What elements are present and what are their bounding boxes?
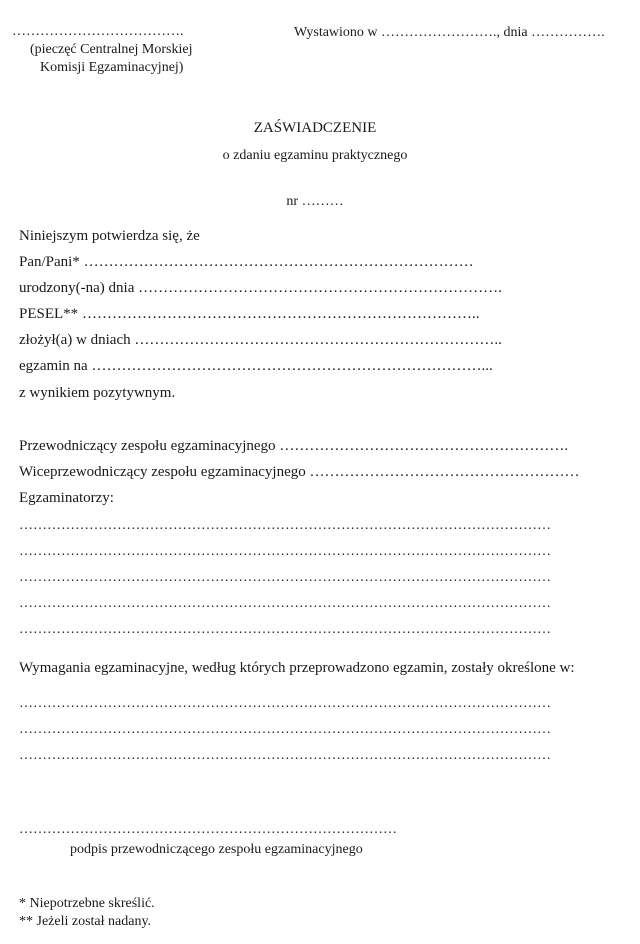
vice-chair-label: Wiceprzewodniczący zespołu egzaminacyjnego [19,464,306,480]
field-pesel-label: PESEL** [19,306,79,322]
stamp-caption-line-1: (pieczęć Centralnej Morskiej [30,42,193,57]
requirements-text: Wymagania egzaminacyjne, według których przeprowadzono egzamin, zostały określone w: [19,660,575,676]
field-name-dots: …………………………………………………………………… [83,254,474,270]
field-exam-days-dots: ……………………………………………………………….. [134,332,502,348]
examiners-label: Egzaminatorzy: [19,490,114,506]
field-name [19,254,625,271]
chair-line [19,438,625,455]
requirements-line: …………………………………………………………………………………………………… [19,722,551,737]
field-exam-for-dots: ……………………………………………………………………... [91,358,493,374]
document-subtitle: o zdaniu egzaminu praktycznego [222,148,408,163]
field-exam-for-label: egzamin na [19,358,88,374]
field-name-label: Pan/Pani* [19,254,80,270]
examiner-line: …………………………………………………………………………………………………… [19,622,551,637]
examiner-line: …………………………………………………………………………………………………… [19,518,551,533]
document-number: nr ……… [286,194,344,209]
field-pesel-dots: …………………………………………………………………….. [81,306,480,322]
field-pesel [19,306,625,323]
examiner-line: …………………………………………………………………………………………………… [19,570,551,585]
footnote-1: * Niepotrzebne skreślić. [19,896,155,911]
stamp-dots: ………………………………. [12,24,184,39]
intro-text: Niniejszym potwierdza się, że [19,228,200,244]
field-exam-days [19,332,619,349]
issued-at: Wystawiono w ……………………., dnia ……………. [294,25,605,40]
field-exam-for [19,358,625,375]
signature-caption: podpis przewodniczącego zespołu egzaminacyjnego [70,842,363,857]
field-birthdate [19,280,625,297]
stamp-caption-line-2: Komisji Egzaminacyjnej) [40,60,184,75]
chair-label: Przewodniczący zespołu egzaminacyjnego [19,438,276,454]
field-birthdate-dots: ………………………………………………………………. [138,280,502,296]
footnote-2: ** Jeżeli został nadany. [19,914,152,929]
examiner-line: …………………………………………………………………………………………………… [19,596,551,611]
chair-dots: …………………………………………………. [279,438,569,454]
requirements-line: …………………………………………………………………………………………………… [19,748,551,763]
requirements-line: …………………………………………………………………………………………………… [19,696,551,711]
field-birthdate-label: urodzony(-na) dnia [19,280,135,296]
signature-dots: ……………………………………………………………………… [19,822,397,837]
vice-chair-dots: ……………………………………………… [309,464,580,480]
result-text: z wynikiem pozytywnym. [19,385,176,401]
document-title: ZAŚWIADCZENIE [253,120,377,136]
field-exam-days-label: złożył(a) w dniach [19,332,131,348]
vice-chair-line [19,464,625,481]
examiner-line: …………………………………………………………………………………………………… [19,544,551,559]
